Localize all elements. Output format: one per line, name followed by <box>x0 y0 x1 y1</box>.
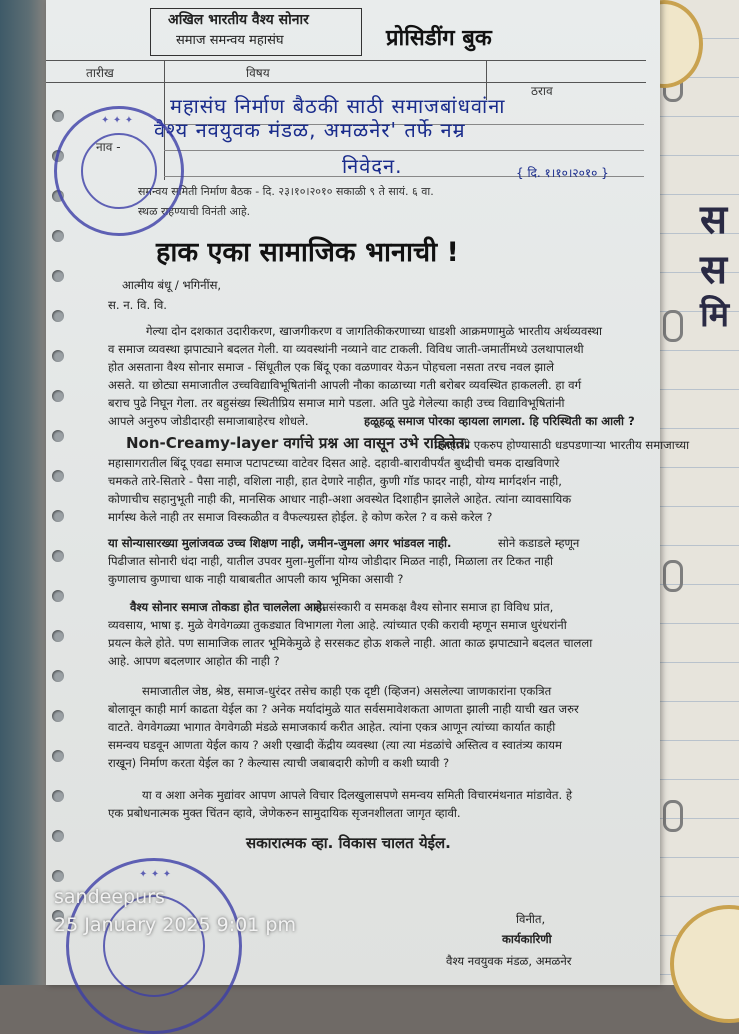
notebook-ring <box>663 310 683 342</box>
meeting-line-1: समन्वय समिती निर्माण बैठक - दि. २३।१०।२०१० सकाळी ९ ते सायं. ६ वा. <box>138 185 434 198</box>
para4-line: आहे. आपण बदलणार आहोत की नाही ? <box>108 654 280 668</box>
signature-vinit: विनीत, <box>516 912 546 926</box>
org-name-line1: अखिल भारतीय वैश्य सोनार <box>168 12 309 28</box>
para5-line: बोलावून काही मार्ग काढता येईल का ? अनेक मर्यादांमुळे यात सर्वसमावेशकता आणता झाली नाही याची खत जरुर <box>108 702 579 716</box>
notice-title: हाक एका सामाजिक भानाची ! <box>156 237 459 268</box>
notebook-ring <box>663 800 683 832</box>
document-page <box>46 0 690 985</box>
para5-line: समन्वय घडवून आणता येईल काय ? अशी एखादी केंद्रीय व्यवस्था (त्या त्या मंडळांचे अस्तित्व व स्वातंत्र्य कायम <box>108 738 562 752</box>
para1-line: गेल्या दोन दशकात उदारीकरण, खाजगीकरण व जागतिकीकरणाच्या धाडशी आक्रमणामुळे भारतीय अर्थव्यवस्था <box>146 324 602 338</box>
para1-line: व समाज व्यवस्था झपाट्याने बदलत गेली. या व्यवस्थांनी नव्याने वाट टाकली. विविध जाती-जमातींमध्ये उलथापालथी <box>108 342 584 356</box>
background-notebook <box>655 0 739 985</box>
column-resolution: ठराव <box>531 84 553 98</box>
book-title: प्रोसिडींग बुक <box>386 26 492 51</box>
para2-line: प्रवाहाशी एकरुप होण्यासाठी धडपडणाऱ्या भारतीय समाजाच्या <box>434 438 690 452</box>
watermark-name: sandeepurs <box>54 886 165 908</box>
para1-bold: हळूहळू समाज पोरका व्हायला लागला. हि परिस्थिती का आली ? <box>364 414 635 428</box>
greeting: स. न. वि. वि. <box>108 298 167 312</box>
para2-line: कोणाचीच सहानुभूती नाही की, मानसिक आधार नाही-अशा अवस्थेत दिशाहीन झालेले आहेत. त्यांना व्यावसायिक <box>108 492 572 506</box>
para5-line: वाटते. वेगवेगळ्या भागात वेगवेगळी मंडळे समाजकार्य करीत आहेत. त्यांना एकत्र आणून त्यांच्या कार्यात काही <box>108 720 556 734</box>
ruled-line <box>164 150 644 151</box>
notebook-ring <box>663 560 683 592</box>
para4-line: प्रयत्न केले होते. पण सामाजिक लातर भूमिकेमुळे हे सरसकट होऊ शकले नाही. आता काळ झपाट्याने बदलत चालला <box>108 636 593 650</box>
para2-line: महासागरातील बिंदू एवढा समाज पटापटच्या वाटेवर दिसत आहे. दहावी-बारावीपर्यंत बुध्दीची चमक दाखविणारे <box>108 456 560 470</box>
notebook-char: स <box>700 196 728 243</box>
handwritten-line-3: निवेदन. <box>342 154 403 178</box>
para4-line: समसंस्कारी व समकक्ष वैश्य सोनार समाज हा विविध प्रांत, <box>314 600 554 614</box>
para3-line: पिढीजात सोनारी धंदा नाही, यातील उपवर मुला-मुलींना योग्य जोडीदार मिळत नाही, मिळाला तर टिकत नाही <box>108 554 554 568</box>
para1-line: आपले अनुरुप जोडीदारही समाजाबाहेरच शोधले. <box>108 414 309 428</box>
signature-mandal: वैश्य नवयुवक मंडळ, अमळनेर <box>446 954 572 968</box>
handwritten-date: { दि. १।१०।२०१० } <box>516 166 609 180</box>
table-rule <box>46 60 646 61</box>
para5-line: समाजातील जेष्ठ, श्रेष्ठ, समाज-धुरंदर तसेच काही एक दृष्टी (व्हिजन) असलेल्या जाणकारांना एकत्रित <box>142 684 552 698</box>
para4-line: व्यवसाय, भाषा इ. मुळे वेगवेगळ्या तुकड्यात विभागला गेला आहे. त्यांच्यात एकी करावी म्हणून समाज धुरंधरांनी <box>108 618 567 632</box>
para5-line: राखून) निर्माण करता येईल का ? केल्यास त्याची जबाबदारी कोणी व कशी घ्यावी ? <box>108 756 450 770</box>
para2-heading: Non-Creamy-layer वर्गाचे प्रश्न आ वासून उभे राहिलेत. <box>126 434 470 452</box>
para3-line: सोने कडाडले म्हणून <box>498 536 580 550</box>
salutation: आत्मीय बंधू / भगिनींस, <box>122 278 222 292</box>
org-name-line2: समाज समन्वय महासंघ <box>176 33 284 48</box>
background-left-edge <box>0 0 48 985</box>
para1-line: असते. या छोट्या समाजातील उच्चविद्याविभूषितांनी आपली नौका काळाच्या गती बरोबर व्यवस्थित हाकलली. हा वर्ग <box>108 378 582 392</box>
para1-line: होत असताना वैश्य सोनार समाज - सिंधूतील एक बिंदू एका वळणावर येऊन पोहचला नसता तरच नवल झाले <box>108 360 555 374</box>
para6-line: या व अशा अनेक मुद्यांवर आपण आपले विचार दिलखुलासपणे समन्वय समिती विचारमंथनात मांडावेत. हे <box>142 788 573 802</box>
closing-slogan: सकारात्मक व्हा. विकास चालत येईल. <box>246 834 451 852</box>
column-subject: विषय <box>246 66 270 80</box>
para4-bold: वैश्य सोनार समाज तोकडा होत चाललेला आहे. <box>130 600 327 614</box>
para2-line: मार्गस्थ केले नाही तर समाज विस्कळीत व वैफल्यग्रस्त होईल. हे कोण करेल ? व कसे करेल ? <box>108 510 493 524</box>
para1-line: बराच पुढे निघून गेला. तर बहुसंख्य स्थितीप्रिय समाज मागे पडला. अति पुढे गेलेल्या काही उच्च विद्याविभूषितांनी <box>108 396 565 410</box>
para2-line: चमकते तारे-सितारे - पैसा नाही, वशिला नाही, हात देणारे नाहीत, कुणी गॉड फादर नाही, योग्य मार्गदर्शन नाही, <box>108 474 562 488</box>
para3-bold: या सोन्यासारख्या मुलांजवळ उच्च शिक्षण नाही, जमीन-जुमला अगर भांडवल नाही. <box>108 536 452 550</box>
handwritten-line-2: वैश्य नवयुवक मंडळ, अमळनेर' तर्फे नम्र <box>154 118 466 142</box>
column-date: तारीख <box>86 66 114 80</box>
notebook-char: मि <box>700 295 730 335</box>
handwritten-line-1: महासंघ निर्माण बैठकी साठी समाजबांधवांना <box>170 94 506 118</box>
rubber-stamp-bottom: ✦ ✦ ✦ <box>66 858 242 1034</box>
meeting-line-2: स्थळ राहण्याची विनंती आहे. <box>138 205 251 218</box>
table-rule <box>46 82 646 83</box>
para6-line: एक प्रबोधनात्मक मुक्त चिंतन व्हावे, जेणेकरुन सामुदायिक सृजनशीलता जागृत व्हावी. <box>108 806 461 820</box>
column-name: नाव - <box>96 140 121 154</box>
signature-karyakarini: कार्यकारिणी <box>502 932 552 946</box>
rubber-stamp: ✦ ✦ ✦ <box>54 106 184 236</box>
notebook-char: स <box>700 246 728 293</box>
watermark-timestamp: 25 January 2025 9:01 pm <box>54 914 296 936</box>
para3-line: कुणालाच कुणाचा धाक नाही याबाबतीत आपली काय भूमिका असावी ? <box>108 572 404 586</box>
